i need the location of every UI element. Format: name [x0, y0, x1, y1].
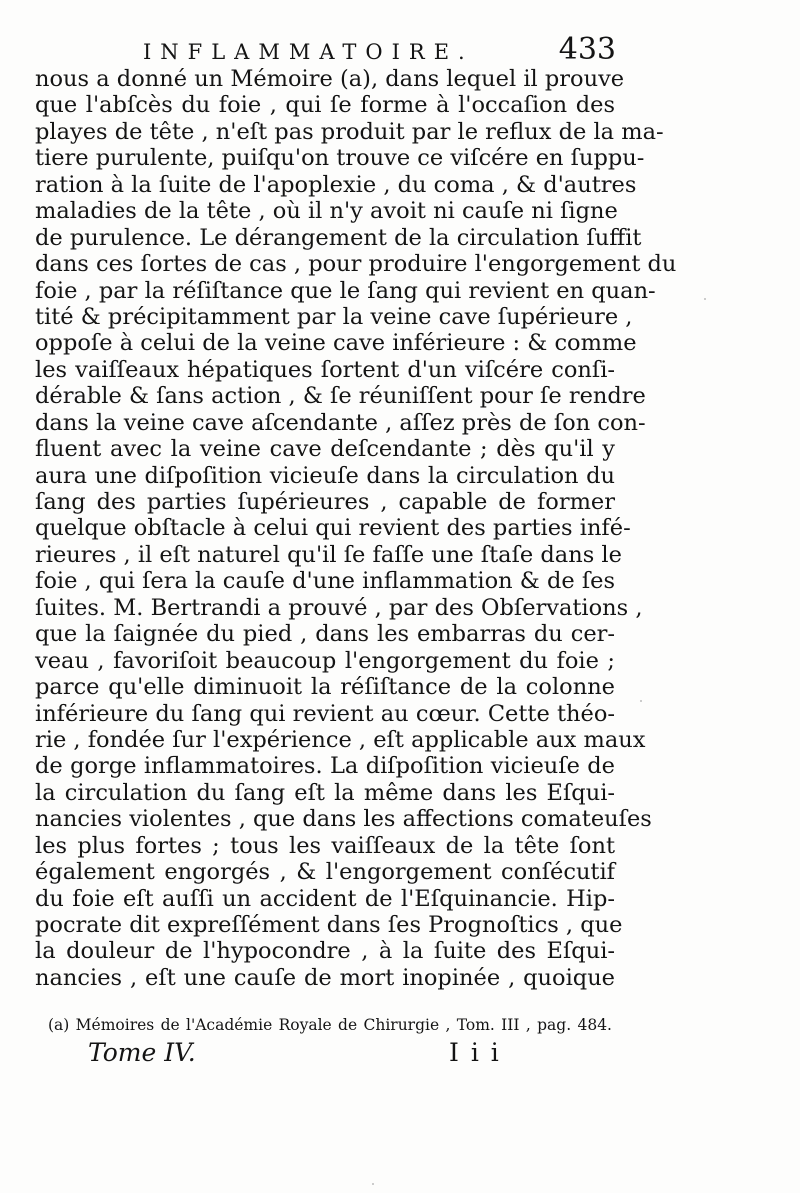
text-line: rie , fondée ſur l'expérience , eſt applicable aux maux — [35, 726, 646, 753]
body-text — [35, 66, 677, 991]
page-number: 433 — [558, 32, 616, 67]
text-line: également engorgés , & l'engorgement conſécutif — [35, 859, 615, 886]
signature-line — [88, 1038, 528, 1078]
text-line: la douleur de l'hypocondre , à la ſuite des Eſqui- — [35, 938, 615, 965]
text-line: oppoſe à celui de la veine cave inférieure : & comme — [35, 330, 637, 357]
running-title: INFLAMMATOIRE. — [143, 40, 474, 64]
text-line: de gorge inflammatoires. La diſpoſition vicieuſe de — [35, 753, 615, 780]
text-line: ſuites. M. Bertrandi a prouvé , par des Obſervations , — [35, 594, 643, 621]
text-line: ſang des parties ſupérieures , capable de former — [35, 489, 615, 515]
text-line: de purulence. Le dérangement de la circulation ſuffit — [35, 224, 642, 251]
text-line: veau , favoriſoit beaucoup l'engorgement du foie ; — [35, 647, 615, 674]
scan-speck — [704, 298, 706, 300]
text-line: dérable & ſans action , & ſe réuniſſent pour ſe rendre — [35, 383, 646, 410]
text-line: quelque obſtacle à celui qui revient des parties infé- — [35, 515, 631, 542]
text-line: que la ſaignée du pied , dans les embarras du cer- — [35, 621, 615, 648]
text-line: la circulation du ſang eſt la même dans les Eſqui- — [35, 779, 615, 806]
text-line: foie , qui ſera la cauſe d'une inflammation & de ſes — [35, 568, 616, 595]
text-line: nous a donné un Mémoire (a), dans lequel il prouve — [35, 66, 625, 92]
text-line: les vaiſſeaux hépatiques ſortent d'un viſcére conſi- — [35, 356, 615, 383]
text-line: du foie eſt auſſi un accident de l'Eſquinancie. Hip- — [35, 885, 615, 912]
scan-speck — [372, 1183, 374, 1185]
text-line: nancies , eſt une cauſe de mort inopinée , quoique — [35, 964, 615, 991]
text-line: que l'abſcès du foie , qui ſe forme à l'occaſion des — [35, 92, 615, 119]
text-line: inférieure du ſang qui revient au cœur. Cette théo- — [35, 700, 615, 727]
text-line: fluent avec la veine cave deſcendante ; dès qu'il y — [35, 436, 615, 463]
text-line: rieures , il eſt naturel qu'il ſe faſſe une ſtaſe dans le — [35, 541, 622, 568]
running-head — [36, 30, 616, 70]
text-line: dans la veine cave aſcendante , aſſez près de ſon con- — [35, 409, 646, 436]
text-line: nancies violentes , que dans les affections comateuſes — [35, 806, 652, 833]
text-line: aura une diſpoſition vicieuſe dans la circulation du — [35, 462, 615, 489]
text-line: tiere purulente, puiſqu'on trouve ce viſcére en ſuppu- — [35, 145, 645, 172]
text-line: dans ces ſortes de cas , pour produire l'engorgement du — [35, 251, 677, 278]
footnote: (a) Mémoires de l'Académie Royale de Chirurgie , Tom. III , pag. 484. — [48, 1016, 612, 1034]
text-line: les plus fortes ; tous les vaiſſeaux de la tête ſont — [35, 832, 615, 859]
text-line: tité & précipitamment par la veine cave ſupérieure , — [35, 303, 633, 330]
text-line: foie , par la réſiſtance que le ſang qui revient en quan- — [35, 277, 656, 304]
text-line: parce qu'elle diminuoit la réſiſtance de la colonne — [35, 674, 615, 701]
text-line: playes de tête , n'eſt pas produit par le reflux de la ma- — [35, 118, 664, 145]
text-line: ration à la ſuite de l'apoplexie , du coma , & d'autres — [35, 171, 637, 198]
text-line: pocrate dit expreſſément dans ſes Prognoſtics , que — [35, 912, 623, 938]
gathering-mark: I i i — [449, 1038, 501, 1067]
volume-signature: Tome IV. — [88, 1038, 196, 1067]
scan-speck — [640, 700, 642, 702]
text-line: maladies de la tête , où il n'y avoit ni cauſe ni ſigne — [35, 198, 618, 225]
